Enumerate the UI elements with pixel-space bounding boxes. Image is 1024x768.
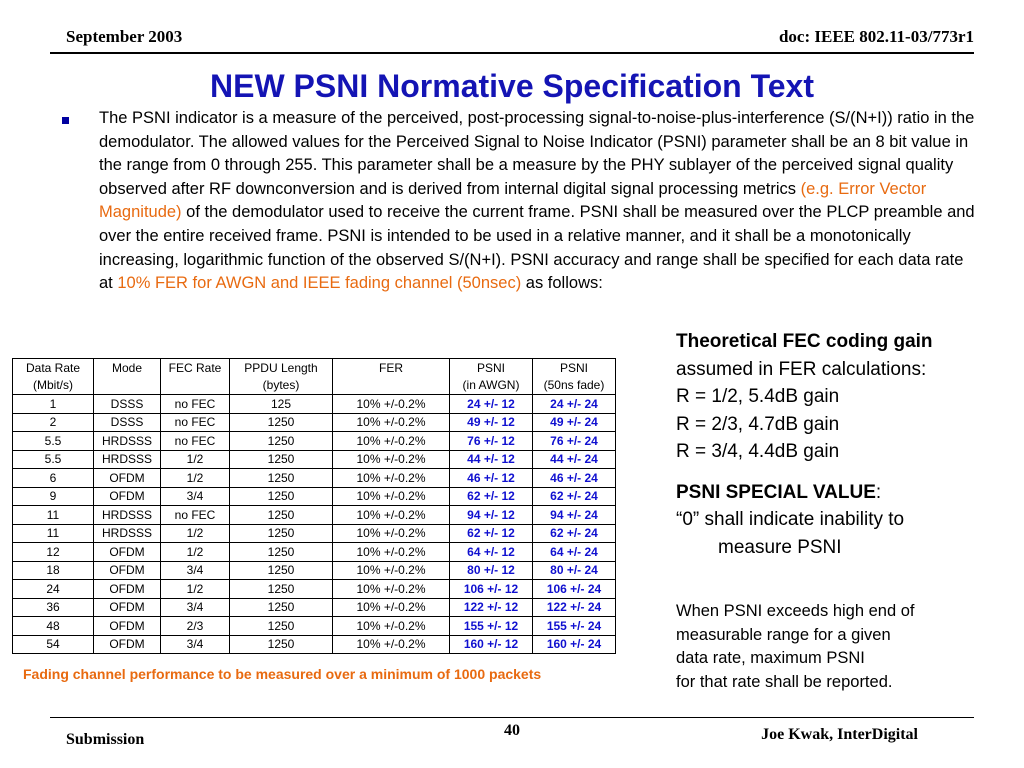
cell-data-rate: 2 [13, 413, 94, 432]
cell-ppdu-length: 1250 [230, 524, 333, 543]
cell-fer: 10% +/-0.2% [333, 598, 450, 617]
header-rule [50, 52, 974, 54]
cell-ppdu-length: 1250 [230, 450, 333, 469]
footer-rule [50, 717, 974, 718]
cell-mode: HRDSSS [94, 524, 161, 543]
cell-psni-awgn: 122 +/- 12 [450, 598, 533, 617]
fec-gain-line: R = 1/2, 5.4dB gain [676, 386, 840, 407]
cell-psni-awgn: 62 +/- 12 [450, 487, 533, 506]
table-row [13, 524, 616, 543]
table-row [13, 450, 616, 469]
fec-gain-subtitle: assumed in FER calculations: [676, 358, 927, 380]
body-paragraph [99, 107, 979, 296]
cell-data-rate: 5.5 [13, 450, 94, 469]
special-value-title: PSNI SPECIAL VALUE [676, 481, 876, 503]
cell-fer: 10% +/-0.2% [333, 450, 450, 469]
cell-fec-rate: 1/2 [161, 524, 230, 543]
cell-ppdu-length: 1250 [230, 487, 333, 506]
table-row [13, 469, 616, 488]
cell-data-rate: 11 [13, 506, 94, 525]
body-text-2: of the demodulator used to receive the current frame. PSNI shall be measured over the PLCP preamble and over the entire received frame. PSNI is intended to be used in a relative manner, and it shall be a monotonically increasing, logarithmic function of the observed S/(N+I). PSNI accuracy and range shall be specified for each data rate at [99, 203, 975, 293]
cell-fec-rate: 1/2 [161, 450, 230, 469]
cell-data-rate: 54 [13, 635, 94, 654]
psni-table-body [13, 359, 616, 654]
body-highlight-evm: (e.g. Error Vector Magnitude) [99, 179, 927, 222]
header-mode [94, 377, 161, 395]
cell-mode: DSSS [94, 395, 161, 414]
cell-psni-awgn: 94 +/- 12 [450, 506, 533, 525]
special-value-colon: : [875, 481, 882, 503]
bullet-marker [62, 117, 69, 124]
table-row [13, 561, 616, 580]
cell-ppdu-length: 1250 [230, 469, 333, 488]
cell-psni-fade: 106 +/- 24 [533, 580, 616, 599]
cell-mode: HRDSSS [94, 506, 161, 525]
cell-fec-rate: 3/4 [161, 598, 230, 617]
cell-data-rate: 5.5 [13, 432, 94, 451]
cell-fer: 10% +/-0.2% [333, 487, 450, 506]
cell-mode: OFDM [94, 543, 161, 562]
body-text-3: as follows: [521, 274, 603, 293]
cell-fer: 10% +/-0.2% [333, 524, 450, 543]
cell-ppdu-length: 1250 [230, 635, 333, 654]
cell-ppdu-length: 1250 [230, 561, 333, 580]
cell-mode: OFDM [94, 598, 161, 617]
special-value-line: measure PSNI [718, 536, 842, 558]
cell-psni-fade: 24 +/- 24 [533, 395, 616, 414]
cell-ppdu-length: 125 [230, 395, 333, 414]
cell-psni-fade: 49 +/- 24 [533, 413, 616, 432]
cell-fec-rate: no FEC [161, 506, 230, 525]
cell-mode: OFDM [94, 561, 161, 580]
table-row [13, 617, 616, 636]
cell-fec-rate: 1/2 [161, 469, 230, 488]
header-data-rate: Data Rate [13, 359, 94, 377]
cell-psni-fade: 44 +/- 24 [533, 450, 616, 469]
cell-psni-awgn: 106 +/- 12 [450, 580, 533, 599]
fec-gain-line: R = 2/3, 4.7dB gain [676, 413, 840, 435]
body-text-1: The PSNI indicator is a measure of the perceived, post-processing signal-to-noise-plus-interference (S/(N+I)) ratio in the demodulator. The allowed values for the Perceived Signal to Noise Indicator (PSNI) parameter shall be an 8 bit value in the range from 0 through 255. This parameter shall be a measure by the PHY sublayer of the perceived signal quality observed after RF downconversion and is derived from internal digital signal processing metrics [99, 109, 975, 198]
cell-ppdu-length: 1250 [230, 598, 333, 617]
cell-ppdu-length: 1250 [230, 506, 333, 525]
cell-ppdu-length: 1250 [230, 432, 333, 451]
exceed-note [676, 600, 1006, 694]
cell-mode: OFDM [94, 617, 161, 636]
cell-fec-rate: 3/4 [161, 561, 230, 580]
cell-psni-fade: 62 +/- 24 [533, 487, 616, 506]
table-row [13, 598, 616, 617]
cell-fec-rate: no FEC [161, 432, 230, 451]
cell-data-rate: 48 [13, 617, 94, 636]
cell-psni-awgn: 44 +/- 12 [450, 450, 533, 469]
cell-psni-awgn: 76 +/- 12 [450, 432, 533, 451]
cell-psni-fade: 94 +/- 24 [533, 506, 616, 525]
special-value-heading [676, 479, 1006, 507]
table-row [13, 543, 616, 562]
table-row [13, 506, 616, 525]
header-psni-awgn: (in AWGN) [450, 377, 533, 395]
cell-fer: 10% +/-0.2% [333, 617, 450, 636]
header-ppdu-length: PPDU Length [230, 359, 333, 377]
cell-psni-fade: 76 +/- 24 [533, 432, 616, 451]
table-row [13, 487, 616, 506]
cell-psni-awgn: 160 +/- 12 [450, 635, 533, 654]
cell-mode: OFDM [94, 469, 161, 488]
exceed-note-line: When PSNI exceeds high end of [676, 602, 915, 620]
cell-fec-rate: 3/4 [161, 635, 230, 654]
exceed-note-line: data rate, maximum PSNI [676, 649, 865, 667]
table-row [13, 395, 616, 414]
cell-fer: 10% +/-0.2% [333, 635, 450, 654]
exceed-note-line: for that rate shall be reported. [676, 672, 893, 691]
side-notes [676, 328, 1006, 561]
cell-fer: 10% +/-0.2% [333, 413, 450, 432]
cell-mode: OFDM [94, 487, 161, 506]
cell-data-rate: 18 [13, 561, 94, 580]
header-data-rate: (Mbit/s) [13, 377, 94, 395]
header-fec-rate: FEC Rate [161, 359, 230, 377]
footer-author: Joe Kwak, InterDigital [761, 726, 918, 743]
cell-psni-fade: 62 +/- 24 [533, 524, 616, 543]
cell-fec-rate: no FEC [161, 395, 230, 414]
psni-table [12, 358, 616, 654]
body-highlight-fer: 10% FER for AWGN and IEEE fading channel (50nsec) [117, 274, 522, 293]
cell-fer: 10% +/-0.2% [333, 580, 450, 599]
table-header-row [13, 377, 616, 395]
cell-psni-fade: 160 +/- 24 [533, 635, 616, 654]
header-ppdu-length: (bytes) [230, 377, 333, 395]
slide-title: NEW PSNI Normative Specification Text [210, 68, 814, 104]
cell-mode: DSSS [94, 413, 161, 432]
cell-fer: 10% +/-0.2% [333, 543, 450, 562]
cell-ppdu-length: 1250 [230, 543, 333, 562]
table-row [13, 580, 616, 599]
cell-data-rate: 6 [13, 469, 94, 488]
header-date: September 2003 [66, 27, 183, 46]
cell-psni-awgn: 49 +/- 12 [450, 413, 533, 432]
cell-ppdu-length: 1250 [230, 413, 333, 432]
table-row [13, 635, 616, 654]
cell-psni-awgn: 80 +/- 12 [450, 561, 533, 580]
cell-psni-fade: 80 +/- 24 [533, 561, 616, 580]
fec-gain-line: R = 3/4, 4.4dB gain [676, 441, 840, 462]
cell-data-rate: 11 [13, 524, 94, 543]
cell-psni-fade: 64 +/- 24 [533, 543, 616, 562]
header-fer [333, 377, 450, 395]
cell-data-rate: 1 [13, 395, 94, 414]
page-number: 40 [504, 722, 520, 739]
cell-fec-rate: no FEC [161, 413, 230, 432]
cell-mode: OFDM [94, 580, 161, 599]
table-header-row [13, 359, 616, 377]
cell-data-rate: 24 [13, 580, 94, 599]
cell-data-rate: 12 [13, 543, 94, 562]
cell-psni-awgn: 62 +/- 12 [450, 524, 533, 543]
header-psni-fade: (50ns fade) [533, 377, 616, 395]
cell-psni-fade: 122 +/- 24 [533, 598, 616, 617]
exceed-note-line: measurable range for a given [676, 625, 891, 644]
cell-mode: HRDSSS [94, 450, 161, 469]
cell-fer: 10% +/-0.2% [333, 432, 450, 451]
cell-fer: 10% +/-0.2% [333, 506, 450, 525]
header-psni-fade: PSNI [533, 359, 616, 377]
cell-ppdu-length: 1250 [230, 617, 333, 636]
cell-psni-awgn: 24 +/- 12 [450, 395, 533, 414]
footer-submission: Submission [66, 731, 145, 748]
cell-fer: 10% +/-0.2% [333, 395, 450, 414]
spacer [676, 466, 1006, 479]
cell-psni-awgn: 64 +/- 12 [450, 543, 533, 562]
cell-fec-rate: 1/2 [161, 543, 230, 562]
cell-fer: 10% +/-0.2% [333, 561, 450, 580]
cell-ppdu-length: 1250 [230, 580, 333, 599]
cell-fec-rate: 1/2 [161, 580, 230, 599]
cell-data-rate: 9 [13, 487, 94, 506]
header-psni-awgn: PSNI [450, 359, 533, 377]
cell-psni-fade: 155 +/- 24 [533, 617, 616, 636]
cell-psni-awgn: 46 +/- 12 [450, 469, 533, 488]
header-doc-id: doc: IEEE 802.11-03/773r1 [778, 27, 974, 46]
cell-psni-fade: 46 +/- 24 [533, 469, 616, 488]
special-value-line: “0” shall indicate inability to [676, 509, 905, 530]
header-fer: FER [333, 359, 450, 377]
cell-data-rate: 36 [13, 598, 94, 617]
cell-mode: HRDSSS [94, 432, 161, 451]
header-fec-rate [161, 377, 230, 395]
fec-gain-title: Theoretical FEC coding gain [676, 331, 933, 352]
table-row [13, 432, 616, 451]
cell-mode: OFDM [94, 635, 161, 654]
cell-fer: 10% +/-0.2% [333, 469, 450, 488]
header-mode: Mode [94, 359, 161, 377]
cell-psni-awgn: 155 +/- 12 [450, 617, 533, 636]
cell-fec-rate: 3/4 [161, 487, 230, 506]
table-note: Fading channel performance to be measured over a minimum of 1000 packets [23, 666, 542, 682]
cell-fec-rate: 2/3 [161, 617, 230, 636]
table-row [13, 413, 616, 432]
